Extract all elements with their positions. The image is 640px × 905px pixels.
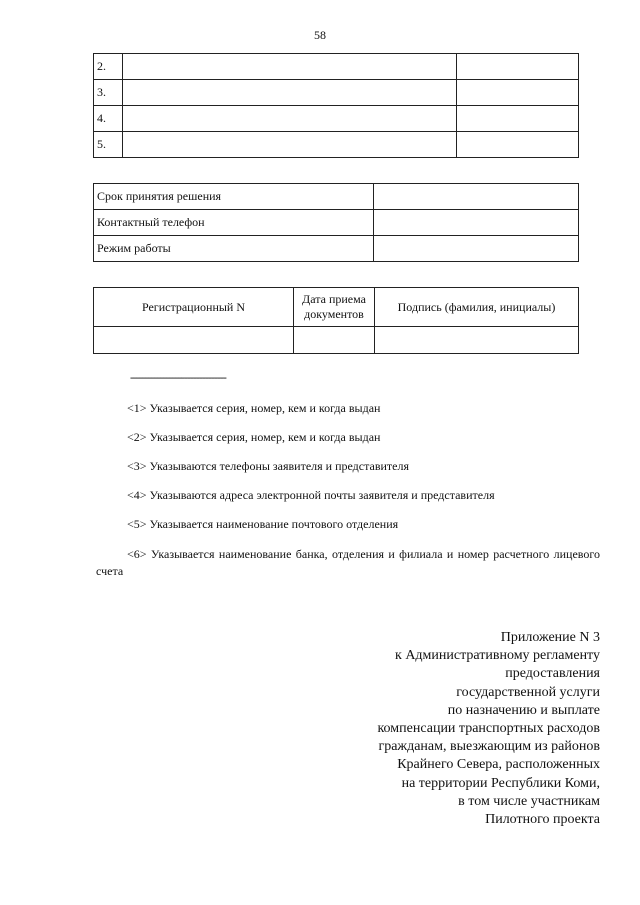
appendix-line: на территории Республики Коми,	[401, 775, 600, 791]
footnote	[96, 400, 600, 417]
footnote	[96, 429, 600, 446]
table-cell	[374, 236, 579, 262]
appendix-line: по назначению и выплате	[447, 702, 600, 718]
table-cell	[94, 327, 294, 354]
registration-table	[93, 287, 579, 354]
signature-header: Подпись (фамилия, инициалы)	[375, 288, 579, 327]
appendix-line: компенсации транспортных расходов	[377, 721, 600, 737]
footnote-text: <5> Указывается наименование почтового отделения	[127, 517, 399, 531]
footnote	[96, 458, 600, 475]
row-number: 3.	[94, 80, 123, 106]
table-cell	[457, 106, 579, 132]
table-row	[94, 236, 579, 262]
page-number: 58	[314, 28, 326, 42]
table-row	[94, 80, 579, 106]
table-cell	[294, 327, 375, 354]
contact-phone-label: Контактный телефон	[94, 210, 374, 236]
appendix-header	[300, 629, 600, 829]
table-cell	[375, 327, 579, 354]
table-cell	[374, 184, 579, 210]
table-cell	[374, 210, 579, 236]
table-row	[94, 184, 579, 210]
working-hours-label: Режим работы	[94, 236, 374, 262]
footnote	[96, 516, 600, 533]
appendix-line: в том числе участникам	[458, 793, 600, 809]
table-row	[94, 210, 579, 236]
appendix-line: Крайнего Севера, расположенных	[397, 757, 600, 773]
table-cell	[123, 54, 457, 80]
decision-period-label: Срок принятия решения	[94, 184, 374, 210]
footnote-text: <3> Указываются телефоны заявителя и представителя	[127, 459, 409, 473]
footnote-text: <4> Указываются адреса электронной почты заявителя и представителя	[127, 488, 495, 502]
row-number: 2.	[94, 54, 123, 80]
table-cell	[457, 80, 579, 106]
info-table	[93, 183, 579, 262]
table-row	[94, 327, 579, 354]
footnote-text: <6> Указывается наименование банка, отделения и филиала и номер расчетного лицевого счета	[96, 547, 600, 578]
receipt-date-header: Дата приема документов	[294, 288, 375, 327]
table-cell	[123, 106, 457, 132]
footnote	[96, 487, 600, 504]
table-row	[94, 54, 579, 80]
row-number: 4.	[94, 106, 123, 132]
table-row	[94, 106, 579, 132]
table-header-row	[94, 288, 579, 327]
table-row	[94, 132, 579, 158]
appendix-line: Пилотного проекта	[485, 812, 600, 828]
row-number: 5.	[94, 132, 123, 158]
footnote-separator: --------------------------------	[130, 370, 226, 384]
appendix-line: Приложение N 3	[500, 630, 600, 645]
numbered-list-table	[93, 53, 579, 158]
table-cell	[123, 132, 457, 158]
table-cell	[457, 132, 579, 158]
footnote-text: <1> Указывается серия, номер, кем и когда выдан	[127, 401, 381, 415]
table-cell	[457, 54, 579, 80]
appendix-line: к Административному регламенту	[395, 648, 600, 664]
appendix-line: государственной услуги	[456, 684, 600, 700]
table-cell	[123, 80, 457, 106]
footnote-text: <2> Указывается серия, номер, кем и когда выдан	[127, 430, 381, 444]
appendix-line: гражданам, выезжающим из районов	[378, 739, 600, 755]
registration-number-header: Регистрационный N	[94, 288, 294, 327]
footnote	[96, 546, 600, 580]
appendix-line: предоставления	[505, 666, 600, 682]
